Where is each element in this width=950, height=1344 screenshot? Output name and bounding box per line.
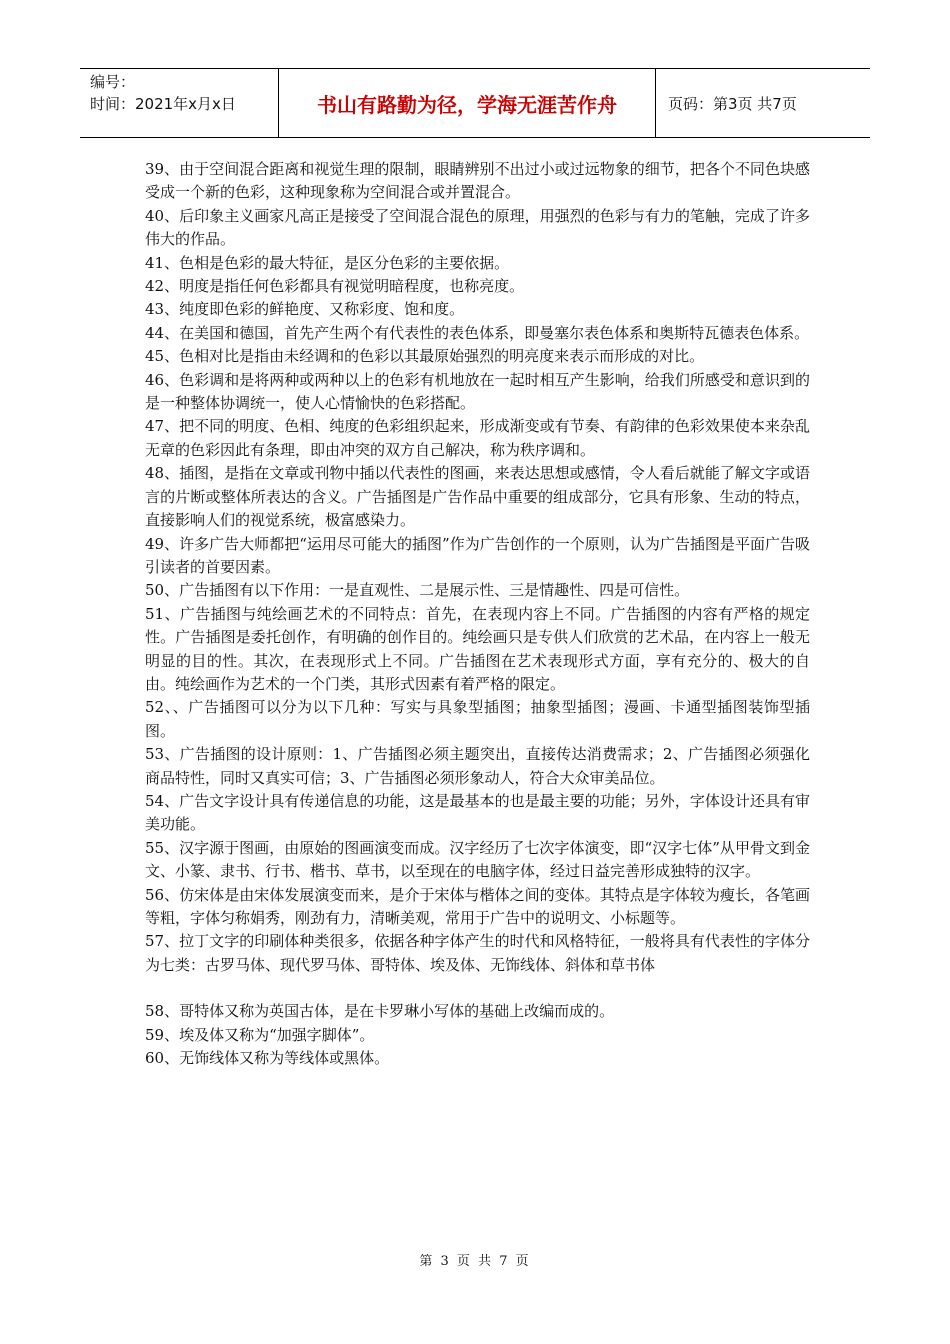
page-footer: 第 3 页 共 7 页 [419, 1254, 531, 1269]
paragraph-58: 58、哥特体又称为英国古体，是在卡罗琳小写体的基础上改编而成的。 [145, 1002, 615, 1021]
paragraph-46: 46、色彩调和是将两种或两种以上的色彩有机地放在一起时相互产生影响，给我们所感受和意识到的是一种整体协调统一，使人心情愉快的色彩搭配。 [145, 370, 810, 413]
page-header [80, 68, 870, 138]
header-meta [80, 69, 278, 137]
paragraph-40: 40、后印象主义画家凡高正是接受了空间混合混色的原理，用强烈的色彩与有力的笔触，完成了许多伟大的作品。 [145, 206, 810, 249]
paragraph-60: 60、无饰线体又称为等线体或黑体。 [145, 1049, 390, 1068]
header-page-info: 页码：第3页 共7页 [668, 94, 797, 113]
paragraph-45: 45、色相对比是指由未经调和的色彩以其最原始强烈的明亮度来表示而形成的对比。 [145, 347, 705, 366]
paragraph-39: 39、由于空间混合距离和视觉生理的限制，眼睛辨别不出过小或过远物象的细节，把各个不同色块感受成一个新的色彩，这种现象称为空间混合或并置混合。 [145, 160, 810, 202]
paragraph-51: 51、广告插图与纯绘画艺术的不同特点：首先，在表现内容上不同。广告插图的内容有严格的规定性。广告插图是委托创作，有明确的创作目的。纯绘画只是专供人们欣赏的艺术品，在内容上一般无明显的目的性。其次，在表现形式上不同。广告插图在艺术表现形式方面，享有充分的、极大的自由。纯绘画作为艺术的一个门类，其形式因素有着严格的限定。 [145, 604, 810, 693]
paragraph-48: 48、插图，是指在文章或刊物中插以代表性的图画，来表达思想或感情，令人看后就能了解文字或语言的片断或整体所表达的含义。广告插图是广告作品中重要的组成部分，它具有形象、生动的特点，直接影响人们的视觉系统，极富感染力。 [145, 464, 810, 530]
paragraph-47: 47、把不同的明度、色相、纯度的色彩组织起来，形成渐变或有节奏、有韵律的色彩效果使本来杂乱无章的色彩因此有条理，即由冲突的双方自己解决，称为秩序调和。 [145, 417, 810, 459]
paragraph-59: 59、埃及体又称为“加强字脚体”。 [145, 1025, 375, 1044]
paragraph-42: 42、明度是指任何色彩都具有视觉明暗程度，也称亮度。 [145, 277, 525, 296]
paragraph-43: 43、纯度即色彩的鲜艳度、又称彩度、饱和度。 [145, 300, 465, 319]
paragraph-50: 50、广告插图有以下作用：一是直观性、二是展示性、三是情趣性、四是可信性。 [145, 581, 690, 600]
blank-line [145, 977, 810, 1000]
paragraph-53: 53、广告插图的设计原则：1、广告插图必须主题突出，直接传达消费需求；2、广告插图必须强化商品特性，同时又真实可信；3、广告插图必须形象动人，符合大众审美品位。 [145, 745, 810, 787]
paragraph-44: 44、在美国和德国，首先产生两个有代表性的表色体系，即曼塞尔表色体系和奥斯特瓦德表色体系。 [145, 323, 810, 342]
paragraph-49: 49、许多广告大师都把“运用尽可能大的插图”作为广告创作的一个原则，认为广告插图是平面广告吸引读者的首要因素。 [145, 534, 810, 576]
paragraph-54: 54、广告文字设计具有传递信息的功能，这是最基本的也是最主要的功能；另外，字体设计还具有审美功能。 [145, 791, 810, 834]
paragraph-56: 56、仿宋体是由宋体发展演变而来，是介于宋体与楷体之间的变体。其特点是字体较为瘦长，各笔画等粗，字体匀称娟秀，刚劲有力，清晰美观，常用于广告中的说明文、小标题等。 [145, 885, 810, 927]
document-date: 时间：2021年x月x日 [90, 95, 236, 113]
document-number-label: 编号： [90, 73, 136, 91]
paragraph-52: 52、、广告插图可以分为以下几种：写实与具象型插图；抽象型插图；漫画、卡通型插图装饰型插图。 [145, 698, 810, 740]
paragraph-55: 55、汉字源于图画，由原始的图画演变而成。汉字经历了七次字体演变，即“汉字七体”从甲骨文到金文、小篆、隶书、行书、楷书、草书，以至现在的电脑字体，经过日益完善形成独特的汉字。 [145, 838, 810, 881]
header-motto: 书山有路勤为径，学海无涯苦作舟 [278, 69, 656, 137]
document-body [145, 158, 810, 1070]
paragraph-57: 57、拉丁文字的印刷体种类很多，依据各种字体产生的时代和风格特征，一般将具有代表性的字体分为七类：古罗马体、现代罗马体、哥特体、埃及体、无饰线体、斜体和草书体 [145, 932, 810, 974]
paragraph-41: 41、色相是色彩的最大特征，是区分色彩的主要依据。 [145, 253, 510, 272]
